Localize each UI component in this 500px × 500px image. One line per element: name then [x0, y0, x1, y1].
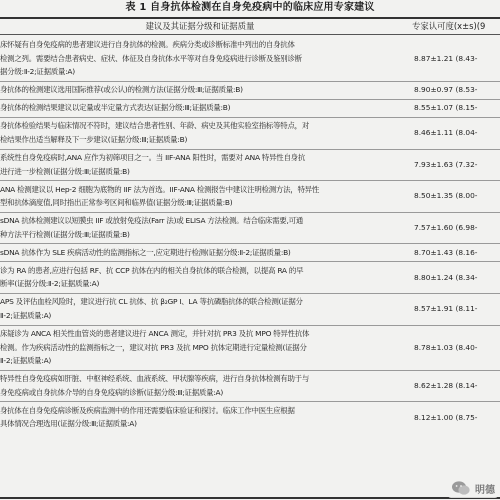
recommendation-text	[0, 101, 408, 115]
recommendation-line: 身抗体的检测结果建议以定量或半定量方式表达(证据分级:Ⅲ;证据质量:B)	[0, 103, 231, 113]
recommendation-line: 检测之列。需要结合患者病史、症状、体征及自身抗体水平等对自身免疫病进行诊断及鉴别诊断	[0, 53, 302, 63]
recommendation-text	[0, 404, 408, 431]
recommendation-text	[0, 214, 408, 241]
table-row	[0, 81, 500, 99]
table-row	[0, 293, 500, 325]
table-row	[0, 402, 500, 434]
column-header-consensus: 专家认可度(x±s)(9	[412, 21, 486, 31]
recommendation-line: 型和抗体滴度值,同时指出正常参考区间和临界值(证据分级:Ⅲ;证据质量:B)	[0, 198, 233, 208]
table-row	[0, 117, 500, 149]
recommendation-text	[0, 151, 408, 178]
consensus-score: 8.55±1.07 (8.15-	[414, 103, 478, 113]
table-row	[0, 149, 500, 181]
column-header-recommendation: 建议及其证据分级和证据质量	[145, 21, 255, 31]
consensus-score: 8.50±1.35 (8.00-	[414, 191, 478, 201]
recommendation-text	[0, 295, 408, 322]
recommendation-line: sDNA 抗体作为 SLE 疾病活动性的监测指标之一,应定期进行检测(证据分级:Ⅱ-2;证据质量:B)	[0, 247, 291, 257]
recommendation-text	[0, 119, 408, 146]
consensus-score: 8.12±1.00 (8.75-	[414, 412, 478, 422]
consensus-score: 8.46±1.11 (8.04-	[414, 128, 478, 138]
table-bottom-rule	[0, 497, 500, 499]
recommendation-text	[0, 246, 408, 260]
recommendation-text	[0, 38, 408, 79]
table-title: 表 1 自身抗体检测在自身免疫病中的临床应用专家建议	[125, 2, 375, 13]
recommendation-line: Ⅱ-2;证据质量:A)	[0, 310, 52, 320]
consensus-score: 8.70±1.43 (8.16-	[414, 247, 478, 257]
recommendation-line: 身免疫病或自身抗体介导的自身免疫病的诊断(证据分级:Ⅲ;证据质量:A)	[0, 387, 224, 397]
recommendation-line: 断率(证据分级:Ⅱ-2;证据质量:A)	[0, 279, 100, 289]
consensus-score: 8.90±0.97 (8.53-	[414, 85, 478, 95]
recommendation-line: sDNA 抗体检测建议以短膜虫 IIF 或放射免疫法(Farr 法)或 ELISA 方法检测。结合临床需要,可通	[0, 216, 303, 226]
recommendation-text	[0, 327, 408, 368]
recommendation-line: 诊为 RA 的患者,应进行包括 RF、抗 CCP 抗体在内的相关自身抗体的联合检测，以提高 RA 的早	[0, 265, 304, 275]
table-row	[0, 262, 500, 294]
table-row	[0, 36, 500, 81]
table-row	[0, 370, 500, 402]
table-header-rule	[0, 34, 500, 35]
recommendation-line: 系统性自身免疫病时,ANA 应作为初筛项目之一。当 IIF-ANA 阳性时，需要对 ANA 特异性自身抗	[0, 152, 306, 162]
recommendation-line: 具体情况合理选用(证据分级:Ⅲ;证据质量:A)	[0, 419, 137, 429]
consensus-score: 8.80±1.24 (8.34-	[414, 272, 478, 282]
table-row	[0, 325, 500, 370]
wechat-icon	[451, 480, 471, 496]
recommendation-line: 据分级:Ⅱ-2;证据质量:A)	[0, 67, 75, 77]
recommendation-text	[0, 183, 408, 210]
table-row	[0, 180, 500, 212]
table-row	[0, 212, 500, 244]
recommendation-text	[0, 83, 408, 97]
watermark-text: 明德	[475, 484, 495, 496]
recommendation-line: Ⅱ-2;证据质量:A)	[0, 356, 52, 366]
consensus-score: 7.93±1.63 (7.32-	[414, 159, 478, 169]
recommendation-line: 床疑诊为 ANCA 相关性血管炎的患者建议进行 ANCA 测定，并针对抗 PR3 及抗 MPO 特异性抗体	[0, 328, 310, 338]
consensus-score: 7.57±1.60 (6.98-	[414, 223, 478, 232]
recommendation-line: 床怀疑有自身免疫病的患者建议进行自身抗体的检测。疾病分类或诊断标准中列出的自身抗体	[0, 40, 295, 50]
recommendation-line: ANA 检测建议以 Hep-2 细胞为底物的 IIF 法为首选。IIF-ANA 检测报告中建议注明检测方法，特异性	[0, 184, 320, 194]
recommendation-line: 检结果作出适当解释及下一步建议(证据分级:Ⅲ;证据质量:B)	[0, 134, 188, 144]
recommendation-line: 身抗体检验结果与临床情况不符时，建议结合患者性别、年龄、病史及其他实验室指标等特点，对	[0, 121, 310, 131]
table-row	[0, 244, 500, 262]
consensus-score: 8.57±1.91 (8.11-	[414, 304, 478, 314]
watermark	[448, 478, 498, 498]
recommendation-line: 种方法平行检测(证据分级:Ⅲ;证据质量:B)	[0, 229, 130, 239]
consensus-score: 8.78±1.03 (8.40-	[414, 342, 478, 352]
recommendation-line: 检测。作为疾病活动性的监测指标之一，建议对抗 PR3 及抗 MPO 抗体定期进行定量检测(证据分	[0, 342, 307, 352]
recommendation-line: 特异性自身免疫病如肝脏、中枢神经系统、血液系统、甲状腺等疾病，进行自身抗体检测有助于与	[0, 374, 310, 384]
recommendation-line: APS 及评估血栓风险时，建议进行抗 CL 抗体、抗 β₂GP Ⅰ、LA 等抗磷脂抗体的联合检测(证据分	[0, 297, 303, 307]
recommendation-text	[0, 372, 408, 399]
consensus-score: 8.62±1.28 (8.14-	[414, 381, 478, 390]
table-row	[0, 99, 500, 117]
recommendation-line: 身抗体的检测建议选用国际推荐(或公认)的检测方法(证据分级:Ⅲ;证据质量:B)	[0, 85, 243, 95]
consensus-score: 8.87±1.21 (8.43-	[414, 53, 478, 63]
recommendation-line: 进行进一步检测(证据分级:Ⅲ;证据质量:B)	[0, 166, 130, 176]
recommendation-text	[0, 264, 408, 291]
recommendation-line: 身抗体在自身免疫病诊断及疾病监测中的作用还需要临床验证和探讨。临床工作中医生应根据	[0, 405, 295, 415]
